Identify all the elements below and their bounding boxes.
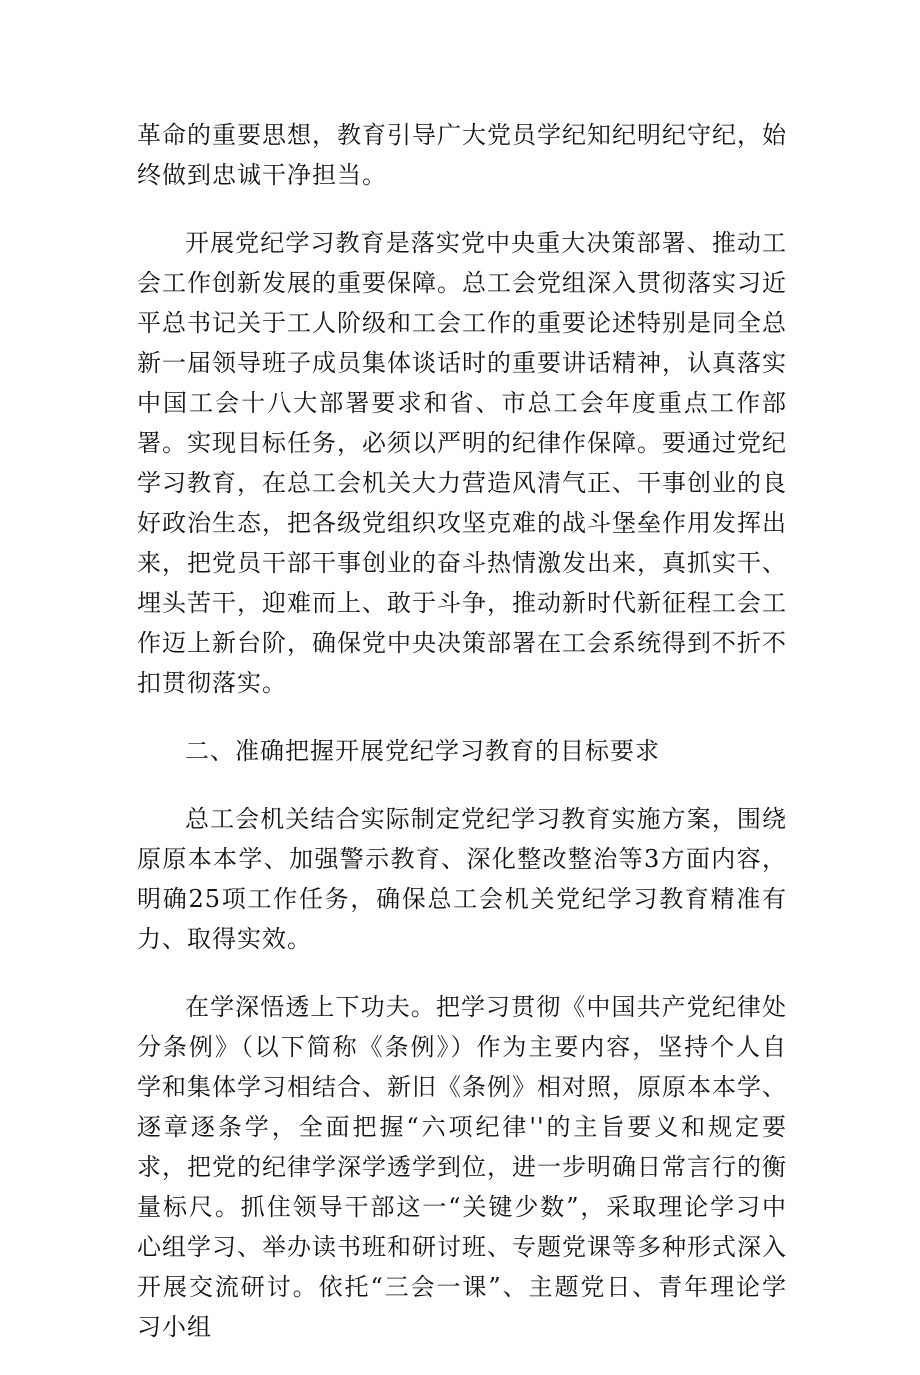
paragraph-plan: 总工会机关结合实际制定党纪学习教育实施方案，围绕原原本本学、加强警示教育、深化整改整治等3方面内容，明确25项工作任务，确保总工会机关党纪学习教育精准有力、取得实效。 [137,805,787,953]
paragraph-significance: 开展党纪学习教育是落实党中央重大决策部署、推动工会工作创新发展的重要保障。总工会党组深入贯彻落实习近平总书记关于工人阶级和工会工作的重要论述特别是同全总新一届领导班子成员集体谈话时的重要讲话精神，认真落实中国工会十八大部署要求和省、市总工会年度重点工作部署。实现目标任务，必须以严明的纪律作保障。要通过党纪学习教育，在总工会机关大力营造风清气正、干事创业的良好政治生态，把各级党组织攻坚克难的战斗堡垒作用发挥出来，把党员干部干事创业的奋斗热情激发出来，真抓实干、埋头苦干，迎难而上、敢于斗争，推动新时代新征程工会工作迈上新台阶，确保党中央决策部署在工会系统得到不折不扣贯彻落实。 [137,229,787,697]
section-heading: 二、准确把握开展党纪学习教育的目标要求 [185,737,660,765]
paragraph-study: 在学深悟透上下功夫。把学习贯彻《中国共产党纪律处分条例》（以下简称《条例》）作为主要内容，坚持个人自学和集体学习相结合、新旧《条例》相对照，原原本本学、逐章逐条学，全面把握“六项纪律''的主旨要义和规定要求，把党的纪律学深学透学到位，进一步明确日常言行的衡量标尺。抓住领导干部这一“关键少数”，采取理论学习中心组学习、举办读书班和研讨班、专题党课等多种形式深入开展交流研讨。依托“三会一课”、主题党日、青年理论学习小组 [137,993,787,1341]
document-body [137,115,787,1375]
paragraph-continuation: 革命的重要思想，教育引导广大党员学纪知纪明纪守纪，始终做到忠诚干净担当。 [137,121,787,189]
